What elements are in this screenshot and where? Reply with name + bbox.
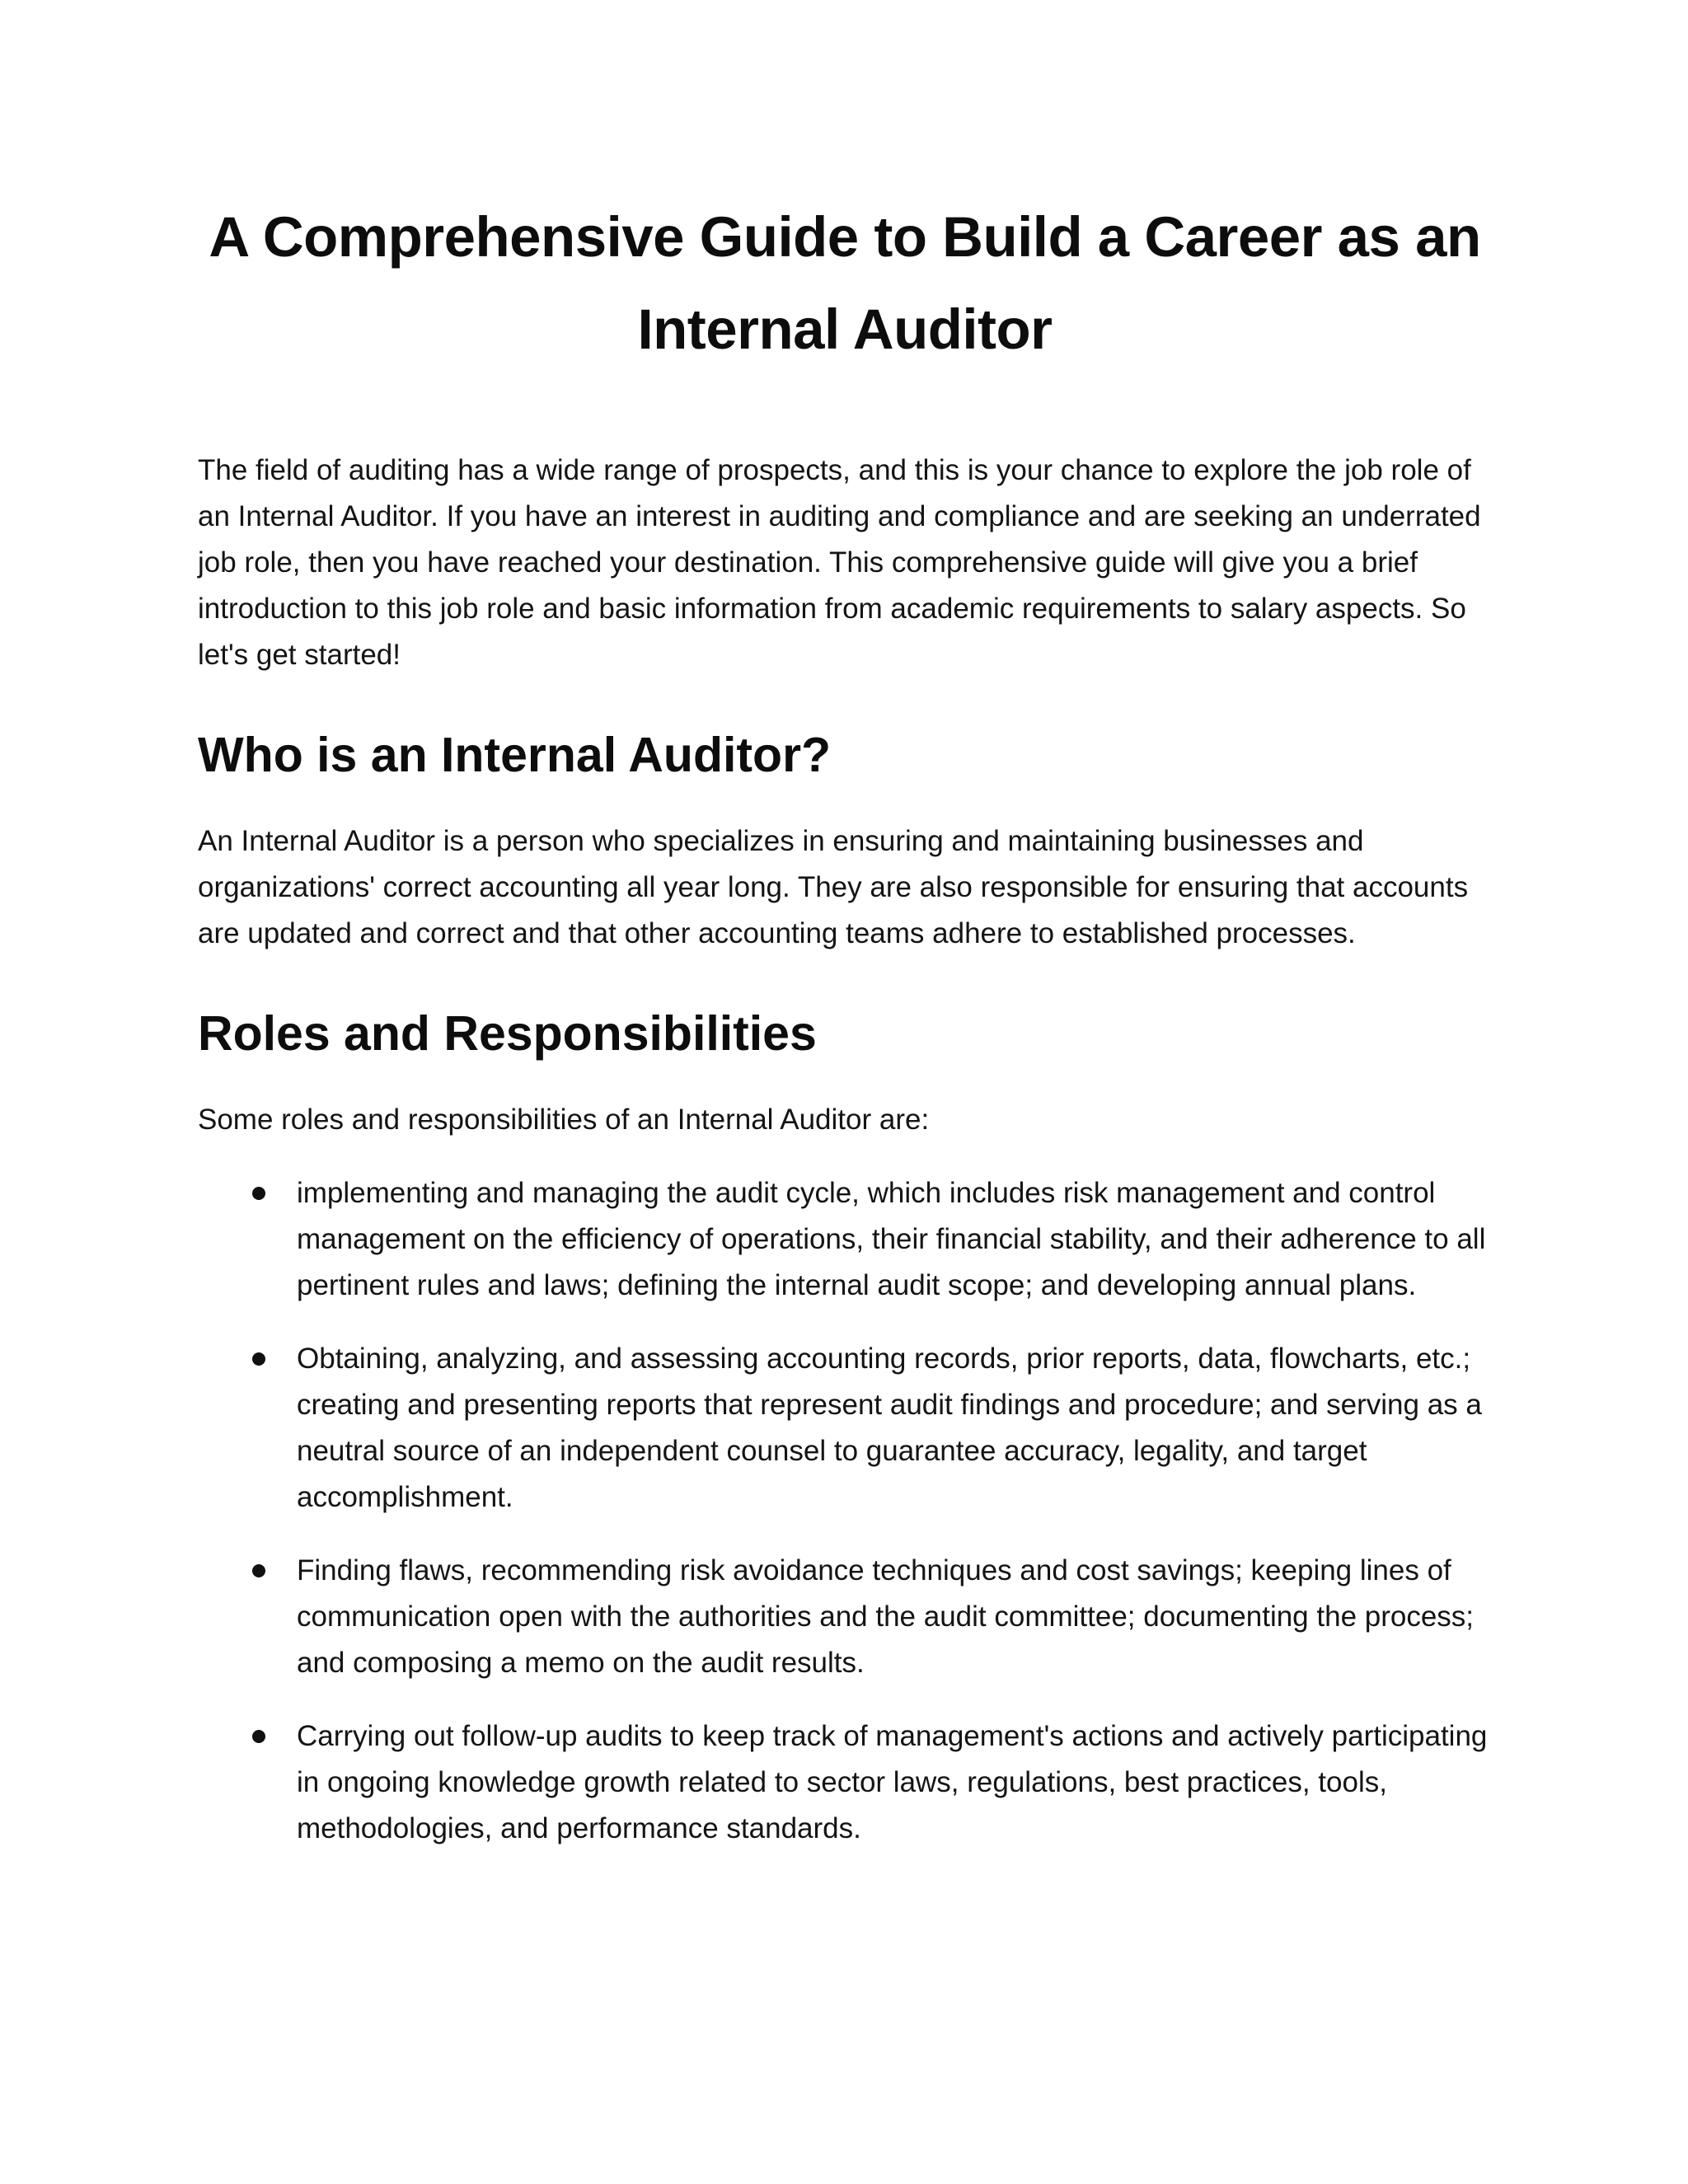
bullet-icon xyxy=(252,1730,265,1743)
document-page xyxy=(198,191,1492,1879)
list-item-text: Finding flaws, recommending risk avoidance techniques and cost savings; keeping lines of communication open with the authorities and the audit committee; documenting the process; and composing a memo on the audit results. xyxy=(297,1554,1475,1679)
bullet-icon xyxy=(252,1564,265,1577)
section-paragraph-roles: Some roles and responsibilities of an Internal Auditor are: xyxy=(198,1104,930,1136)
responsibilities-list xyxy=(198,1170,1492,1852)
bullet-icon xyxy=(252,1187,265,1200)
list-item xyxy=(198,1713,1492,1852)
section-heading-who: Who is an Internal Auditor? xyxy=(198,728,832,782)
list-item-text: Carrying out follow-up audits to keep track of management's actions and actively participating in ongoing knowledge growth related to sector laws, regulations, best practices, tools, methodologies, and performance standards. xyxy=(297,1720,1488,1844)
section-heading-roles: Roles and Responsibilities xyxy=(198,1006,817,1061)
list-item xyxy=(198,1336,1492,1521)
section-paragraph-who: An Internal Auditor is a person who specializes in ensuring and maintaining businesses and organizations' correct accounting all year long. They are also responsible for ensuring that accounts are updated and correct and that other accounting teams adhere to established processes. xyxy=(198,825,1469,949)
intro-paragraph: The field of auditing has a wide range of prospects, and this is your chance to explore the job role of an Internal Auditor. If you have an interest in auditing and compliance and are seeking an underrated job role, then you have reached your destination. This comprehensive guide will give you a brief introduction to this job role and basic information from academic requirements to salary aspects. So let's get started! xyxy=(198,454,1481,671)
list-item-text: implementing and managing the audit cycle, which includes risk management and control management on the efficiency of operations, their financial stability, and their adherence to all pertinent rules and laws; defining the internal audit scope; and developing annual plans. xyxy=(297,1177,1486,1301)
list-item-text: Obtaining, analyzing, and assessing accounting records, prior reports, data, flowcharts, etc.; creating and presenting reports that represent audit findings and procedure; and serving as a neutral source of an independent counsel to guarantee accuracy, legality, and target accomplishment. xyxy=(297,1343,1482,1513)
bullet-icon xyxy=(252,1352,265,1366)
list-item xyxy=(198,1548,1492,1686)
list-item xyxy=(198,1170,1492,1309)
document-title: A Comprehensive Guide to Build a Career as an Internal Auditor xyxy=(209,205,1481,361)
